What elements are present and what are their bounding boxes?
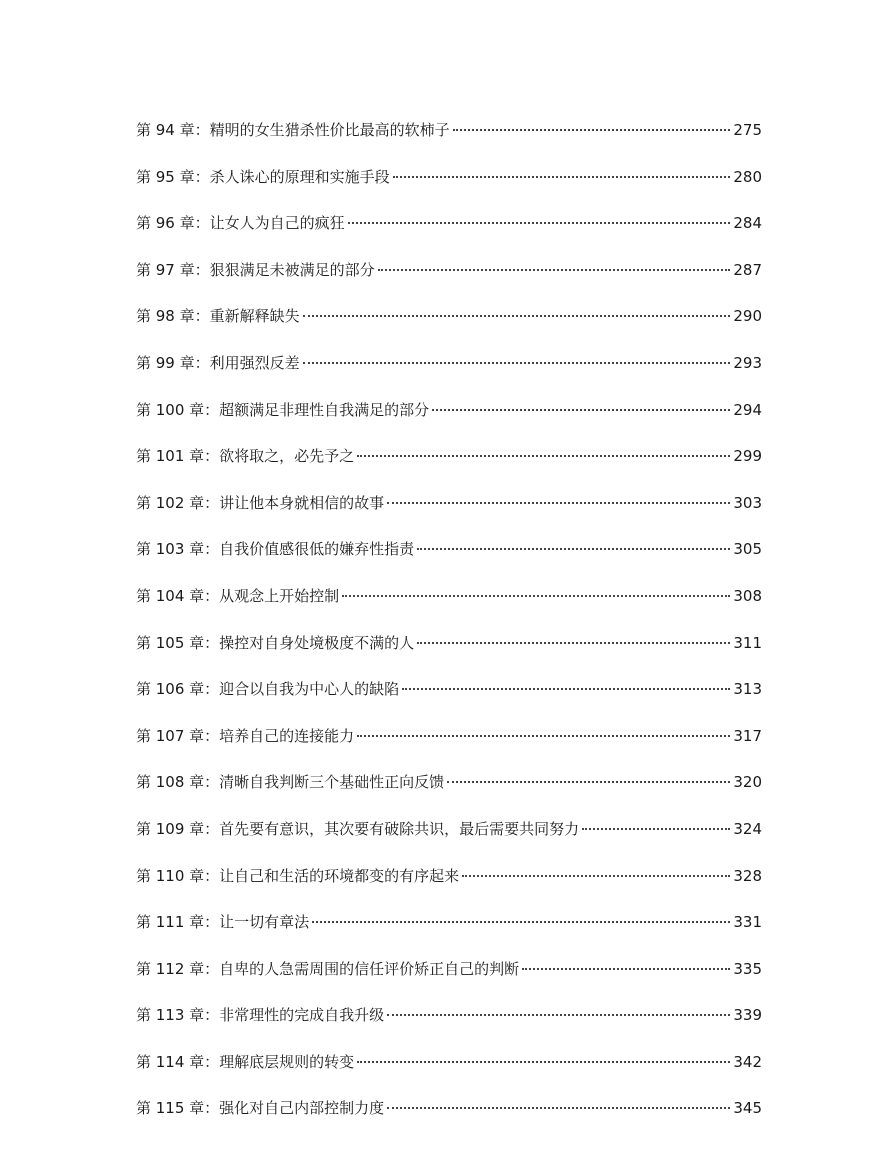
dot-leader: [312, 920, 730, 923]
chapter-number: 第 98 章：: [136, 307, 210, 326]
toc-entry[interactable]: [136, 352, 762, 399]
toc-entry[interactable]: [136, 865, 762, 912]
page-number: 280: [733, 167, 762, 186]
dot-leader: [387, 1106, 730, 1109]
chapter-title: 讲让他本身就相信的故事: [219, 493, 385, 512]
chapter-number: 第 100 章：: [136, 400, 220, 419]
toc-entry[interactable]: [136, 911, 762, 958]
page-number: 290: [733, 307, 762, 326]
dot-leader: [387, 1013, 730, 1016]
chapter-number: 第 94 章：: [136, 121, 210, 139]
dot-leader: [303, 314, 731, 317]
toc-entry[interactable]: [136, 1051, 762, 1098]
toc-entry[interactable]: [136, 1097, 762, 1144]
chapter-number: 第 113 章：: [136, 1006, 220, 1025]
dot-leader: [393, 175, 731, 178]
chapter-title: 利用强烈反差: [209, 353, 300, 372]
dot-leader: [357, 1060, 730, 1063]
chapter-number: 第 97 章：: [136, 260, 210, 279]
page-number: 299: [733, 447, 762, 466]
toc-entry[interactable]: [136, 632, 762, 679]
chapter-title: 让女人为自己的疯狂: [209, 214, 345, 233]
chapter-title: 超额满足非理性自我满足的部分: [219, 400, 430, 419]
toc-entry[interactable]: [136, 771, 762, 818]
page-number: 305: [733, 540, 762, 559]
page-number: 320: [733, 773, 762, 792]
dot-leader: [378, 268, 731, 271]
dot-leader: [417, 547, 730, 550]
toc-entry[interactable]: [136, 958, 762, 1005]
chapter-title: 狠狠满足未被满足的部分: [209, 260, 375, 279]
dot-leader: [387, 501, 730, 504]
page-number: 339: [733, 1006, 762, 1025]
dot-leader: [348, 221, 731, 224]
chapter-number: 第 110 章：: [136, 866, 220, 885]
chapter-number: 第 112 章：: [136, 959, 220, 978]
toc-entry[interactable]: [136, 1004, 762, 1051]
chapter-title: 首先要有意识，其次要有破除共识，最后需要共同努力: [219, 819, 580, 838]
page-number: 328: [733, 866, 762, 885]
dot-leader: [522, 967, 730, 970]
page-number: 284: [733, 214, 762, 233]
toc-entry[interactable]: [136, 445, 762, 492]
chapter-title: 迎合以自我为中心人的缺陷: [219, 680, 400, 699]
chapter-title: 理解底层规则的转变: [219, 1052, 355, 1071]
chapter-number: 第 95 章：: [136, 167, 210, 186]
chapter-title: 非常理性的完成自我升级: [219, 1006, 385, 1025]
page-number: 287: [733, 260, 762, 279]
dot-leader: [342, 594, 730, 597]
chapter-title: 清晰自我判断三个基础性正向反馈: [219, 773, 445, 792]
page-number: 324: [733, 819, 762, 838]
dot-leader: [453, 128, 731, 131]
toc-entry[interactable]: [136, 492, 762, 539]
chapter-title: 让一切有章法: [219, 913, 310, 932]
table-of-contents: [136, 119, 762, 1144]
page-number: 317: [733, 726, 762, 745]
chapter-number: 第 101 章：: [136, 447, 220, 466]
toc-entry[interactable]: [136, 212, 762, 259]
dot-leader: [357, 454, 730, 457]
page-number: 342: [733, 1052, 762, 1071]
toc-entry[interactable]: [136, 399, 762, 446]
chapter-title: 自卑的人急需周围的信任评价矫正自己的判断: [219, 959, 520, 978]
chapter-number: 第 102 章：: [136, 493, 220, 512]
page-number: 345: [733, 1099, 762, 1118]
page-number: 335: [733, 959, 762, 978]
chapter-number: 第 99 章：: [136, 353, 210, 372]
toc-entry[interactable]: [136, 585, 762, 632]
toc-entry[interactable]: [136, 259, 762, 306]
dot-leader: [303, 361, 731, 364]
toc-entry[interactable]: [136, 678, 762, 725]
page-number: 275: [733, 121, 762, 139]
chapter-number: 第 103 章：: [136, 540, 220, 559]
dot-leader: [447, 780, 730, 783]
toc-entry[interactable]: [136, 725, 762, 772]
page-number: 311: [733, 633, 762, 652]
page-number: 313: [733, 680, 762, 699]
toc-entry[interactable]: [136, 538, 762, 585]
dot-leader: [582, 827, 730, 830]
dot-leader: [402, 687, 730, 690]
chapter-number: 第 104 章：: [136, 586, 220, 605]
toc-entry[interactable]: [136, 305, 762, 352]
dot-leader: [432, 408, 730, 411]
chapter-title: 精明的女生猎杀性价比最高的软柿子: [209, 121, 450, 139]
chapter-number: 第 108 章：: [136, 773, 220, 792]
dot-leader: [417, 641, 730, 644]
chapter-title: 自我价值感很低的嫌弃性指责: [219, 540, 415, 559]
dot-leader: [462, 874, 730, 877]
chapter-title: 欲将取之，必先予之: [219, 447, 355, 466]
chapter-title: 重新解释缺失: [209, 307, 300, 326]
chapter-number: 第 96 章：: [136, 214, 210, 233]
toc-entry[interactable]: [136, 166, 762, 213]
chapter-number: 第 109 章：: [136, 819, 220, 838]
page-number: 308: [733, 586, 762, 605]
page-number: 303: [733, 493, 762, 512]
chapter-number: 第 106 章：: [136, 680, 220, 699]
toc-entry[interactable]: [136, 119, 762, 166]
chapter-number: 第 111 章：: [136, 913, 220, 932]
page-number: 293: [733, 353, 762, 372]
chapter-title: 杀人诛心的原理和实施手段: [209, 167, 390, 186]
chapter-title: 操控对自身处境极度不满的人: [219, 633, 415, 652]
page-number: 294: [733, 400, 762, 419]
chapter-number: 第 105 章：: [136, 633, 220, 652]
dot-leader: [357, 734, 730, 737]
toc-entry[interactable]: [136, 818, 762, 865]
chapter-number: 第 115 章：: [136, 1099, 220, 1118]
chapter-title: 培养自己的连接能力: [219, 726, 355, 745]
chapter-title: 从观念上开始控制: [219, 586, 340, 605]
chapter-number: 第 114 章：: [136, 1052, 220, 1071]
chapter-number: 第 107 章：: [136, 726, 220, 745]
chapter-title: 让自己和生活的环境都变的有序起来: [219, 866, 460, 885]
chapter-title: 强化对自己内部控制力度: [219, 1099, 385, 1118]
page-number: 331: [733, 913, 762, 932]
